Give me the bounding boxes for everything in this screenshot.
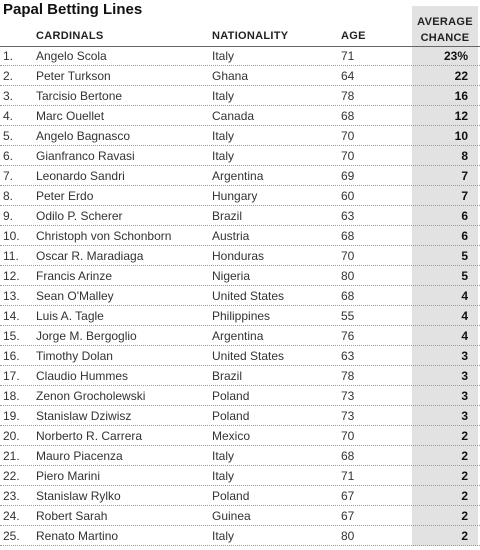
cell-cardinal-name: Robert Sarah <box>36 509 108 523</box>
cell-nationality: Italy <box>212 89 235 103</box>
header-age: AGE <box>341 30 366 42</box>
cell-cardinal-name: Mauro Piacenza <box>36 449 123 463</box>
cell-age: 71 <box>341 49 355 63</box>
cell-nationality: Brazil <box>212 209 243 223</box>
cell-rank: 8. <box>3 189 14 203</box>
cell-rank: 25. <box>3 529 20 543</box>
cell-cardinal-name: Marc Ouellet <box>36 109 105 123</box>
table-row <box>0 146 480 166</box>
table-row <box>0 186 480 206</box>
cell-cardinal-name: Claudio Hummes <box>36 369 129 383</box>
cell-average-chance: 5 <box>461 249 468 263</box>
cell-rank: 22. <box>3 469 20 483</box>
cell-cardinal-name: Jorge M. Bergoglio <box>36 329 137 343</box>
table-row <box>0 106 480 126</box>
cell-average-chance: 2 <box>461 489 468 503</box>
cell-average-chance: 2 <box>461 529 468 543</box>
table-row <box>0 386 480 406</box>
cell-age: 68 <box>341 449 355 463</box>
cell-rank: 24. <box>3 509 20 523</box>
cell-nationality: United States <box>212 289 285 303</box>
cell-average-chance: 22 <box>454 69 468 83</box>
cell-nationality: Argentina <box>212 169 264 183</box>
table-row <box>0 446 480 466</box>
cell-nationality: Brazil <box>212 369 243 383</box>
cell-age: 73 <box>341 409 355 423</box>
cell-average-chance: 12 <box>454 109 468 123</box>
cell-average-chance: 23% <box>443 49 468 63</box>
header-cardinals: CARDINALS <box>36 30 104 42</box>
table-row <box>0 246 480 266</box>
cell-rank: 12. <box>3 269 20 283</box>
cell-rank: 3. <box>3 89 14 103</box>
cell-rank: 4. <box>3 109 14 123</box>
cell-rank: 5. <box>3 129 14 143</box>
cell-rank: 17. <box>3 369 20 383</box>
cell-average-chance: 10 <box>454 129 468 143</box>
cell-average-chance: 16 <box>454 89 468 103</box>
cell-age: 76 <box>341 329 355 343</box>
cell-age: 73 <box>341 389 355 403</box>
table-body <box>0 46 480 546</box>
cell-rank: 15. <box>3 329 20 343</box>
table-row <box>0 166 480 186</box>
cell-nationality: Poland <box>212 409 250 423</box>
cell-nationality: Nigeria <box>212 269 251 283</box>
cell-nationality: Italy <box>212 529 235 543</box>
cell-average-chance: 2 <box>461 509 468 523</box>
cell-cardinal-name: Stanislaw Rylko <box>36 489 121 503</box>
cell-age: 78 <box>341 369 355 383</box>
cell-cardinal-name: Leonardo Sandri <box>36 169 125 183</box>
cell-nationality: Philippines <box>212 309 271 323</box>
cell-nationality: Canada <box>212 109 255 123</box>
table-row <box>0 426 480 446</box>
cell-age: 69 <box>341 169 355 183</box>
cell-age: 63 <box>341 349 355 363</box>
table-row <box>0 346 480 366</box>
cell-cardinal-name: Zenon Grocholewski <box>36 389 146 403</box>
table-title: Papal Betting Lines <box>3 1 143 18</box>
cell-nationality: Ghana <box>212 69 249 83</box>
cell-nationality: United States <box>212 349 285 363</box>
table-row <box>0 86 480 106</box>
cell-nationality: Italy <box>212 49 235 63</box>
table-row <box>0 306 480 326</box>
cell-average-chance: 2 <box>461 429 468 443</box>
cell-nationality: Argentina <box>212 329 264 343</box>
cell-nationality: Guinea <box>212 509 251 523</box>
cell-average-chance: 3 <box>461 369 468 383</box>
cell-nationality: Honduras <box>212 249 265 263</box>
cell-age: 80 <box>341 529 355 543</box>
cell-cardinal-name: Angelo Scola <box>36 49 107 63</box>
cell-age: 67 <box>341 509 355 523</box>
cell-rank: 23. <box>3 489 20 503</box>
cell-rank: 7. <box>3 169 14 183</box>
cell-nationality: Hungary <box>212 189 258 203</box>
cell-cardinal-name: Odilo P. Scherer <box>36 209 123 223</box>
cell-average-chance: 4 <box>461 309 468 323</box>
table-row <box>0 506 480 526</box>
cell-rank: 21. <box>3 449 20 463</box>
table-row <box>0 466 480 486</box>
cell-cardinal-name: Francis Arinze <box>36 269 113 283</box>
header-average-chance <box>412 14 478 46</box>
cell-average-chance: 3 <box>461 349 468 363</box>
cell-nationality: Mexico <box>212 429 251 443</box>
cell-average-chance: 2 <box>461 469 468 483</box>
table-row <box>0 286 480 306</box>
cell-average-chance: 7 <box>461 189 468 203</box>
table-row <box>0 526 480 546</box>
table-row <box>0 46 480 66</box>
cell-age: 68 <box>341 289 355 303</box>
cell-rank: 19. <box>3 409 20 423</box>
cell-cardinal-name: Tarcisio Bertone <box>36 89 123 103</box>
cell-age: 78 <box>341 89 355 103</box>
cell-nationality: Italy <box>212 129 235 143</box>
cell-nationality: Italy <box>212 469 235 483</box>
cell-average-chance: 8 <box>461 149 468 163</box>
cell-nationality: Poland <box>212 489 250 503</box>
cell-cardinal-name: Piero Marini <box>36 469 101 483</box>
cell-age: 80 <box>341 269 355 283</box>
cell-average-chance: 3 <box>461 389 468 403</box>
cell-cardinal-name: Peter Erdo <box>36 189 94 203</box>
cell-age: 68 <box>341 229 355 243</box>
cell-rank: 2. <box>3 69 14 83</box>
cell-average-chance: 3 <box>461 409 468 423</box>
cell-rank: 16. <box>3 349 20 363</box>
cell-average-chance: 4 <box>461 329 468 343</box>
cell-nationality: Italy <box>212 449 235 463</box>
cell-age: 55 <box>341 309 355 323</box>
header-nationality: NATIONALITY <box>212 30 289 42</box>
cell-age: 70 <box>341 149 355 163</box>
cell-average-chance: 4 <box>461 289 468 303</box>
cell-cardinal-name: Luis A. Tagle <box>36 309 104 323</box>
cell-age: 70 <box>341 249 355 263</box>
table-row <box>0 226 480 246</box>
cell-cardinal-name: Gianfranco Ravasi <box>36 149 135 163</box>
table-row <box>0 326 480 346</box>
cell-rank: 6. <box>3 149 14 163</box>
cell-cardinal-name: Renato Martino <box>36 529 119 543</box>
header-chance-line-2: CHANCE <box>420 32 470 44</box>
cell-age: 67 <box>341 489 355 503</box>
table-row <box>0 266 480 286</box>
cell-cardinal-name: Timothy Dolan <box>36 349 113 363</box>
cell-average-chance: 6 <box>461 229 468 243</box>
cell-cardinal-name: Oscar R. Maradiaga <box>36 249 144 263</box>
cell-cardinal-name: Sean O'Malley <box>36 289 114 303</box>
cell-cardinal-name: Angelo Bagnasco <box>36 129 131 143</box>
cell-nationality: Austria <box>212 229 250 243</box>
cell-average-chance: 5 <box>461 269 468 283</box>
cell-rank: 9. <box>3 209 14 223</box>
cell-average-chance: 6 <box>461 209 468 223</box>
table-row <box>0 486 480 506</box>
cell-rank: 18. <box>3 389 20 403</box>
table-row <box>0 126 480 146</box>
cell-average-chance: 2 <box>461 449 468 463</box>
cell-age: 71 <box>341 469 355 483</box>
cell-cardinal-name: Christoph von Schonborn <box>36 229 172 243</box>
cell-cardinal-name: Stanislaw Dziwisz <box>36 409 132 423</box>
cell-age: 70 <box>341 129 355 143</box>
cell-nationality: Italy <box>212 149 235 163</box>
cell-age: 63 <box>341 209 355 223</box>
cell-cardinal-name: Peter Turkson <box>36 69 111 83</box>
cell-rank: 1. <box>3 49 14 63</box>
table-row <box>0 406 480 426</box>
cell-age: 68 <box>341 109 355 123</box>
cell-rank: 20. <box>3 429 20 443</box>
cell-rank: 10. <box>3 229 20 243</box>
cell-age: 64 <box>341 69 355 83</box>
cell-cardinal-name: Norberto R. Carrera <box>36 429 143 443</box>
cell-average-chance: 7 <box>461 169 468 183</box>
cell-age: 70 <box>341 429 355 443</box>
table-row <box>0 206 480 226</box>
cell-age: 60 <box>341 189 355 203</box>
cell-rank: 13. <box>3 289 20 303</box>
cell-rank: 11. <box>3 249 19 263</box>
table-row <box>0 366 480 386</box>
cell-nationality: Poland <box>212 389 250 403</box>
cell-rank: 14. <box>3 309 20 323</box>
table-row <box>0 66 480 86</box>
header-chance-line-1: AVERAGE <box>417 16 473 28</box>
